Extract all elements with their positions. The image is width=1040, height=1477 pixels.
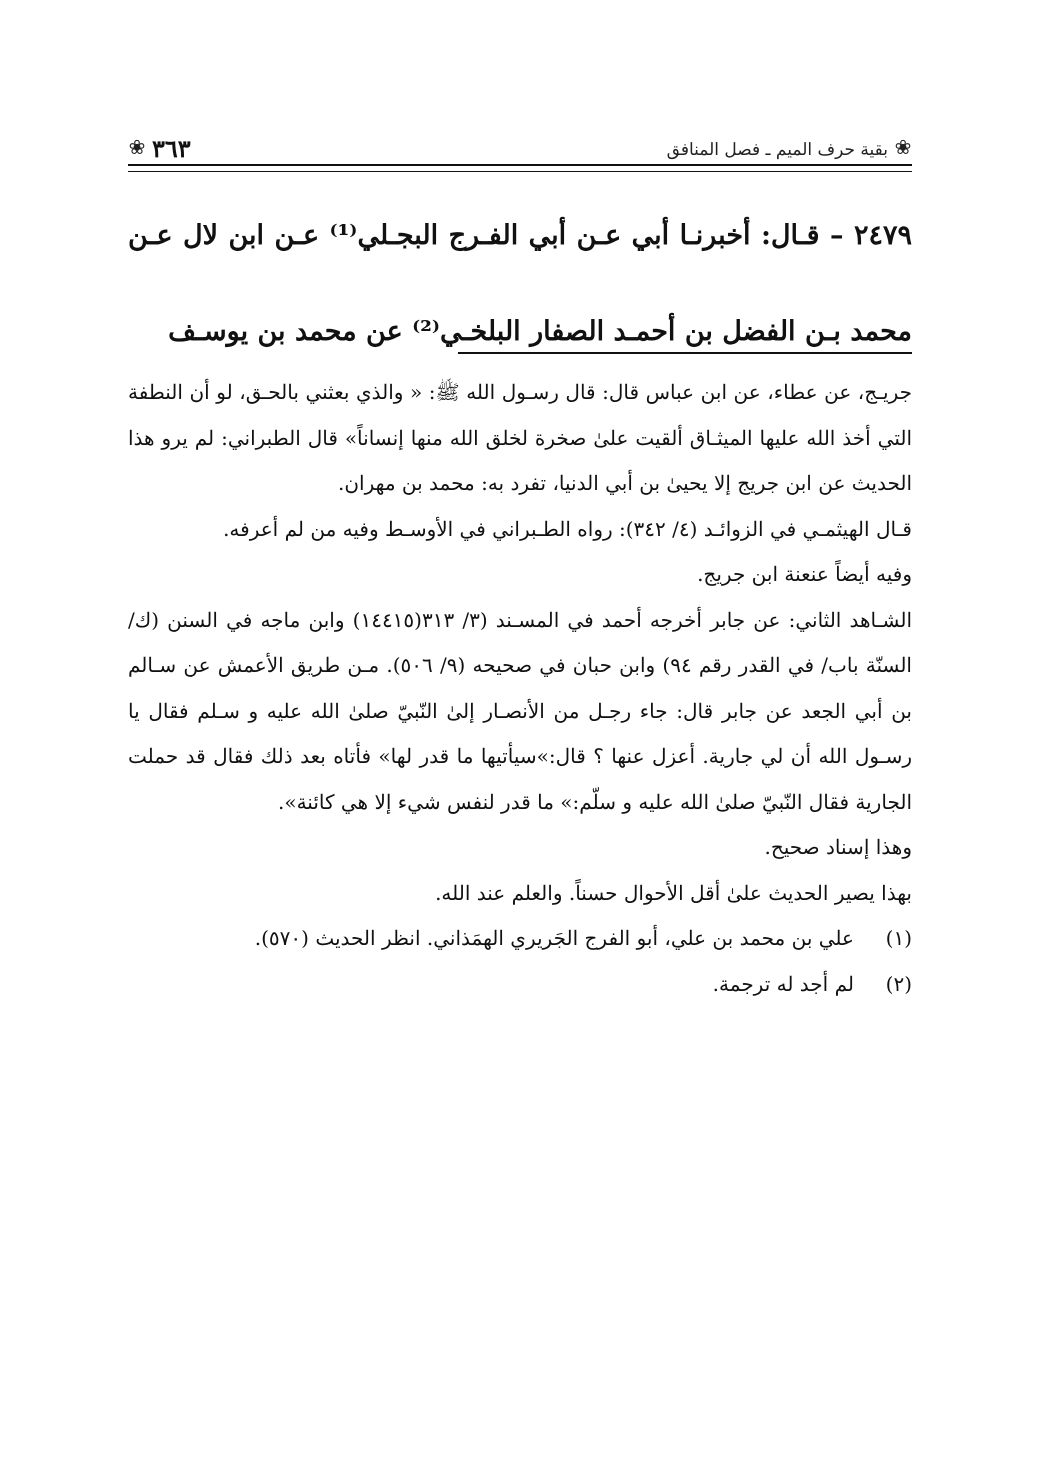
footnote-text: علي بن محمد بن علي، أبو الفرج الجَريري الهمَذاني. انظر الحديث (٥٧٠). [254, 926, 854, 950]
footnote-number: (١) [885, 926, 912, 950]
hadith-paragraph: ٢٤٧٩ – قـال: أخبرنـا أبي عـن أبي الفـرج البجـلي⁽¹⁾ عـن ابن لال عـن محمد بـن الفضل بن أحمـد الصفار البلخـي⁽²⁾ عن محمد بن يوسـف [128, 220, 913, 347]
note-paragraph: الشـاهد الثاني: عن جابر أخرجه أحمد في المسـند (٣/ ٣١٣(١٤٤١٥) وابن ماجه في السنن (ك/ السنّة باب/ في القدر رقم ٩٤) وابن حبان في صحيحه (٩/ ٥٠٦). مـن طريق الأعمش عن سـالم بن أبي الجعد عن جابر قال: جاء رجـل من الأنصـار إلىٰ النّبيّ صلىٰ الله عليه و سـلم فقال يا رسـول الله أن لي جارية. أعزل عنها ؟ قال:»سيأتيها ما قدر لها» فأتاه بعد ذلك فقال قد حملت الجارية فقال النّبيّ صلىٰ الله عليه و سلّم:» ما قدر لنفس شيء إلا هي كائنة». [128, 607, 912, 814]
page-header [128, 130, 912, 174]
note-paragraph: قـال الهيثمـي في الزوائـد (٤/ ٣٤٢): رواه الطـبراني في الأوسـط وفيه من لم أعرفه. [223, 516, 912, 541]
note-paragraph: وفيه أيضاً عنعنة ابن جريج. [697, 562, 912, 586]
footnote-number: (٢) [885, 971, 912, 996]
section-title: بقية حرف الميم ـ فصل المنافق [666, 140, 888, 160]
footnote-item [128, 916, 912, 962]
header-ornament-right-icon: ❀ [894, 135, 912, 159]
footnotes-area [128, 370, 912, 1007]
note-paragraph: بهذا يصير الحديث علىٰ أقل الأحوال حسناً. والعلم عند الله. [435, 880, 912, 905]
footnote-divider [458, 352, 912, 354]
header-rule [128, 164, 912, 172]
page-number: ٣٦٣ [152, 134, 191, 163]
note-paragraph: وهذا إسناد صحيح. [764, 835, 912, 859]
header-ornament-left-icon: ❀ [128, 135, 146, 159]
footnote-item [128, 962, 912, 1008]
footnote-text: لم أجد له ترجمة. [712, 971, 854, 996]
note-paragraph: جريـج، عن عطاء، عن ابن عباس قال: قال رسـول الله ﷺ: « والذي بعثني بالحـق، لو أن النطفة التي أخذ الله عليها الميثـاق ألقيت علىٰ صخرة لخلق الله منها إنساناً» قال الطبراني: لم يرو هذا الحديث عن ابن جريج إلا يحيىٰ بن أبي الدنيا، تفرد به: محمد بن مهران. [128, 380, 912, 495]
